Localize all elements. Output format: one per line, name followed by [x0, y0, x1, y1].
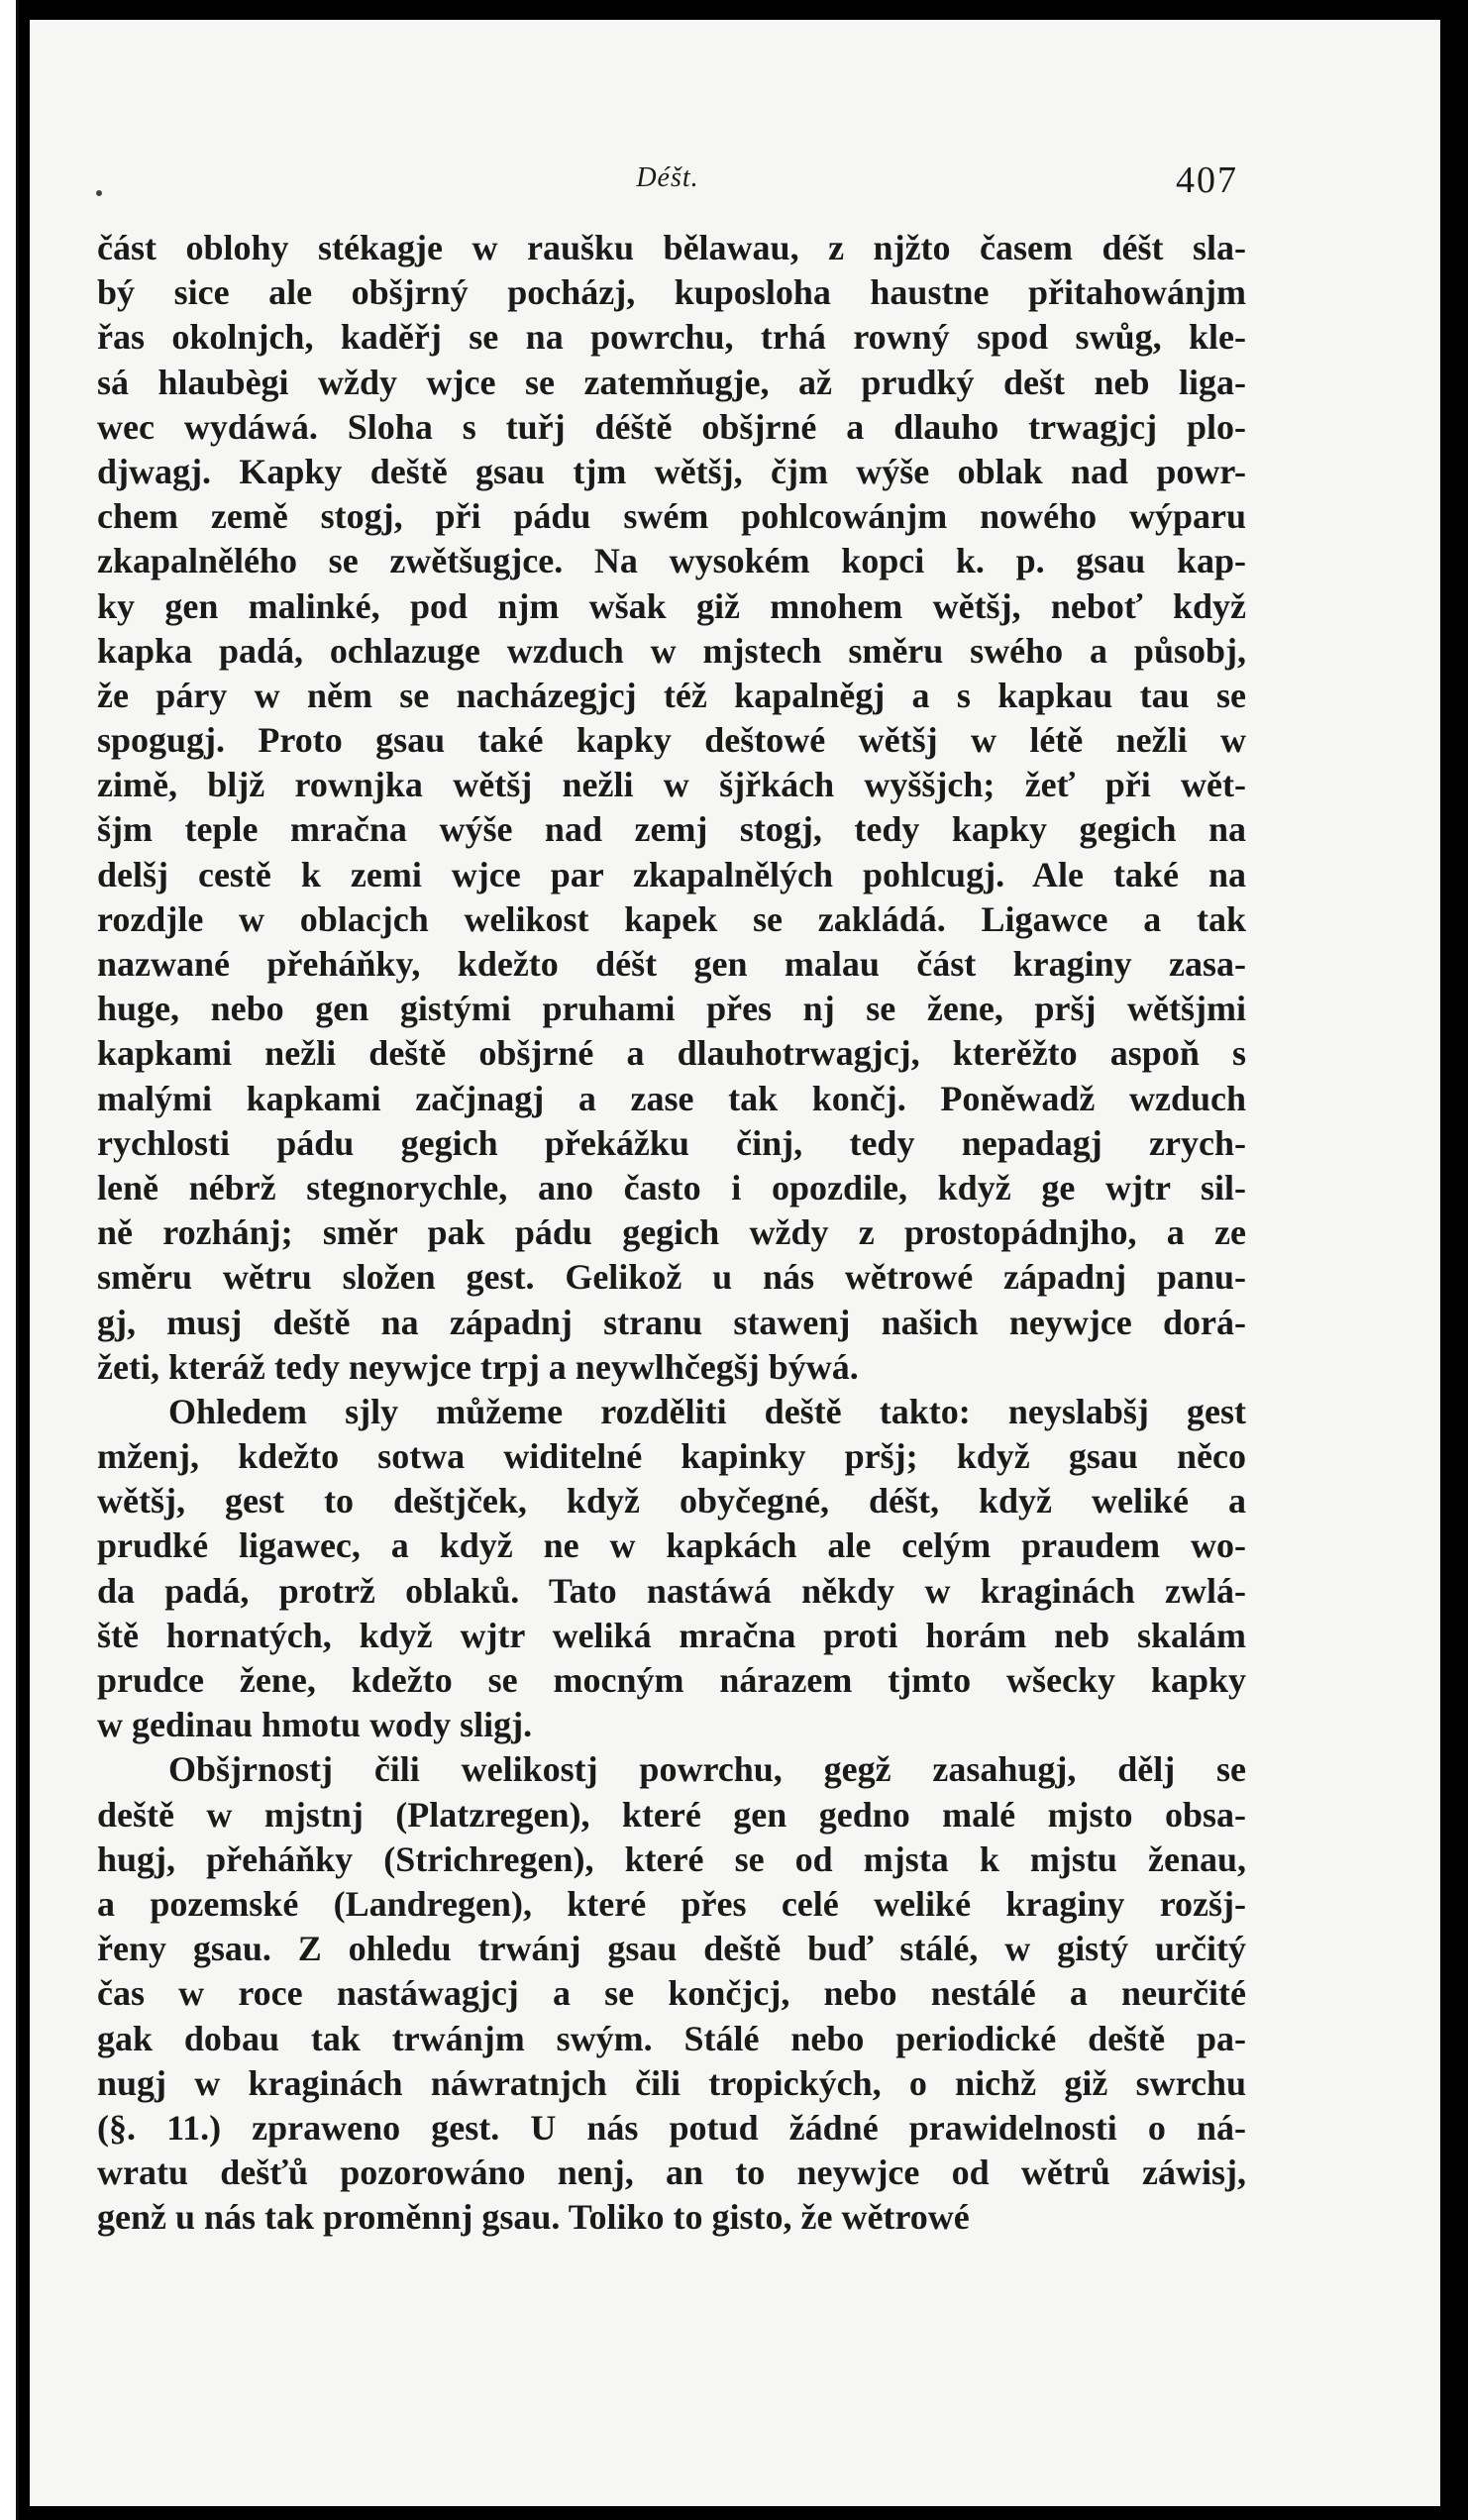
text-line: ky gen malinké, pod njm wšak giž mnohem wětšj, neboť když: [97, 585, 1246, 626]
text-line: Ohledem sjly můžeme rozděliti deště takto: neyslabšj gest: [168, 1391, 1246, 1431]
text-line: gak dobau tak trwánjm swým. Stálé nebo periodické deště pa-: [97, 2018, 1246, 2058]
text-line: wratu dešťů pozorowáno nenj, an to neywjce od wětrů záwisj,: [97, 2152, 1246, 2193]
text-line: zkapalnělého se zwětšugjce. Na wysokém kopci k. p. gsau kap-: [97, 541, 1246, 581]
text-line: gj, musj deště na západnj stranu stawenj našich neywjce dorá-: [97, 1302, 1246, 1342]
text-line: wec wydáwá. Sloha s tuřj déště obšjrné a dlauho trwagjcj plo-: [97, 406, 1246, 447]
text-line: malými kapkami začjnagj a zase tak končj. Poněwadž wzduch: [97, 1078, 1246, 1118]
ink-speck: [96, 190, 102, 196]
text-line: leně nébrž stegnorychle, ano často i opozdile, když ge wjtr sil-: [97, 1167, 1246, 1208]
page-number: 407: [1176, 159, 1238, 201]
text-line: hugj, přeháňky (Strichregen), které se od mjsta k mjstu ženau,: [97, 1838, 1246, 1879]
text-line: a pozemské (Landregen), které přes celé weliké kraginy rozšj-: [97, 1883, 1246, 1924]
text-line: prudce žene, kdežto se mocným nárazem tjmto wšecky kapky: [97, 1660, 1246, 1700]
text-line: kapka padá, ochlazuge wzduch w mjstech směru swého a působj,: [97, 630, 1246, 671]
text-line: bý sice ale obšjrný pocházj, kuposloha haustne přitahowánjm: [97, 272, 1246, 313]
text-line: w gedinau hmotu wody sligj.: [97, 1705, 533, 1745]
text-line: chem země stogj, při pádu swém pohlcowánjm nowého wýparu: [97, 496, 1246, 537]
text-line: šjm teple mračna wýše nad zemj stogj, tedy kapky gegich na: [97, 809, 1246, 850]
text-line: rozdjle w oblacjch welikost kapek se zakládá. Ligawce a tak: [97, 898, 1246, 939]
text-line: ně rozhánj; směr pak pádu gegich wždy z prostopádnjho, a ze: [97, 1212, 1246, 1253]
text-line: mženj, kdežto sotwa widitelné kapinky pršj; když gsau něco: [97, 1436, 1246, 1477]
text-line: směru wětru složen gest. Gelikož u nás wětrowé západnj panu-: [97, 1257, 1246, 1298]
text-line: zimě, bljž rownjka wětšj nežli w šjřkách wyššjch; žeť při wět-: [97, 765, 1246, 805]
text-line: řeny gsau. Z ohledu trwánj gsau deště buď stálé, w gistý určitý: [97, 1929, 1246, 1969]
text-line: delšj cestě k zemi wjce par zkapalnělých pohlcugj. Ale také na: [97, 854, 1246, 894]
text-line: část oblohy stékagje w raušku bělawau, z njžto časem déšt sla-: [97, 228, 1246, 267]
text-line: čas w roce nastáwagjcj a se končjcj, nebo nestálé a neurčité: [97, 1973, 1246, 2014]
text-line: ště hornatých, když wjtr weliká mračna proti horám neb skalám: [97, 1615, 1246, 1655]
text-line: djwagj. Kapky deště gsau tjm wětšj, čjm wýše oblak nad powr-: [97, 451, 1246, 491]
text-line: (§. 11.) zpraweno gest. U nás potud žádné prawidelnosti o ná-: [97, 2107, 1246, 2148]
text-line: nugj w kraginách náwratnjch čili tropických, o nichž giž swrchu: [97, 2062, 1246, 2103]
text-line: huge, nebo gen gistými pruhami přes nj se žene, pršj wětšjmi: [97, 989, 1246, 1029]
text-line: wětšj, gest to deštjček, když obyčegné, déšt, když weliké a: [97, 1481, 1246, 1522]
text-line: žeti, kteráž tedy neywjce trpj a neywlhčegšj býwá.: [97, 1346, 859, 1387]
page-header: [97, 158, 1238, 208]
text-line: da padá, protrž oblaků. Tato nastáwá někdy w kraginách zwlá-: [97, 1570, 1246, 1611]
text-line: sá hlaubègi wždy wjce se zatemňugje, až prudký dešt neb liga-: [97, 362, 1246, 402]
text-line: rychlosti pádu gegich překážku činj, tedy nepadagj zrych-: [97, 1122, 1246, 1163]
body-text: [97, 226, 1246, 2240]
text-line: Obšjrnostj čili welikostj powrchu, gegž zasahugj, dělj se: [168, 1749, 1246, 1790]
text-line: nazwané přeháňky, kdežto déšt gen malau část kraginy zasa-: [97, 944, 1246, 984]
text-line: prudké ligawec, a když ne w kapkách ale celým praudem wo-: [97, 1525, 1246, 1566]
text-line: kapkami nežli deště obšjrné a dlauhotrwagjcj, kterěžto aspoň s: [97, 1033, 1246, 1074]
text-line: že páry w něm se nacházegjcj též kapalněgj a s kapkau tau se: [97, 675, 1246, 715]
text-line: řas okolnjch, kaděřj se na powrchu, trhá rowný spod swůg, kle-: [97, 317, 1246, 358]
text-line: spogugj. Proto gsau také kapky deštowé wětšj w létě nežli w: [97, 720, 1246, 761]
running-head: Déšt.: [636, 162, 699, 193]
text-line: deště w mjstnj (Platzregen), které gen gedno malé mjsto obsa-: [97, 1794, 1246, 1835]
left-margin-strip: [0, 0, 19, 2520]
text-line: genž u nás tak proměnnj gsau. Toliko to gisto, že wětrowé: [97, 2197, 970, 2238]
